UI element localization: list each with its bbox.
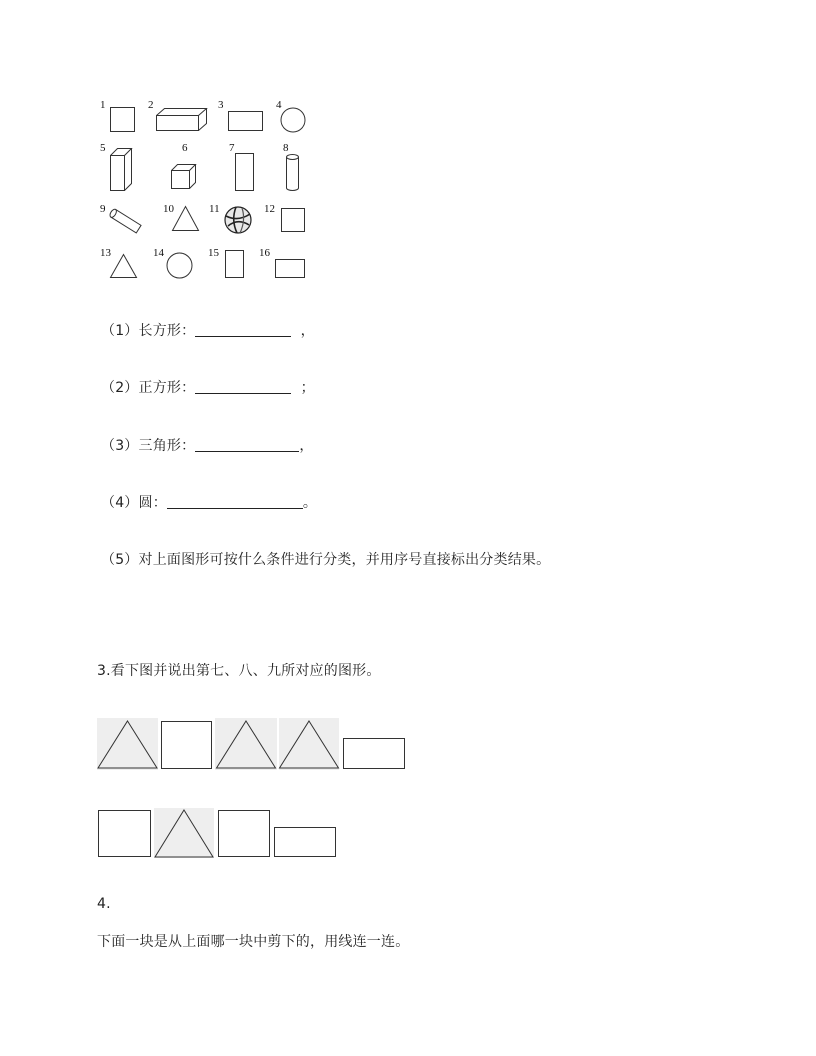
shape-label: 13 <box>100 247 111 259</box>
question-square <box>101 377 315 397</box>
question-rectangle <box>101 320 315 340</box>
question-triangle <box>101 435 314 455</box>
square-shape <box>110 107 136 133</box>
shape-label: 15 <box>208 247 219 259</box>
tall-prism-shape <box>110 148 134 192</box>
shape-label: 9 <box>100 203 106 215</box>
shape-label: 5 <box>100 142 106 154</box>
answer-blank[interactable] <box>195 437 299 452</box>
sequence-triangle <box>97 718 158 770</box>
pattern-sequence-row-1 <box>97 718 409 772</box>
shape-label: 1 <box>100 99 106 111</box>
shape-label: 6 <box>182 142 188 154</box>
cylinder-shape <box>286 154 300 192</box>
question-label: （1）长方形： <box>101 323 196 339</box>
tilted-cylinder-shape <box>110 208 144 232</box>
triangle-shape <box>172 206 200 232</box>
question-label: （4）圆： <box>101 495 167 511</box>
rectangle-shape <box>275 259 306 279</box>
shape-label: 11 <box>209 203 220 215</box>
question-label: （3）三角形： <box>101 438 196 454</box>
shape-label: 3 <box>218 99 224 111</box>
question-circle <box>101 492 317 512</box>
sequence-rectangle <box>344 739 405 769</box>
sequence-triangle <box>215 718 277 770</box>
question-3-title: 3.看下图并说出第七、八、九所对应的图形。 <box>97 663 381 679</box>
pattern-sequence-row-2 <box>97 808 341 860</box>
question-suffix: 。 <box>302 495 318 511</box>
rectangle-shape <box>228 111 264 132</box>
triangle-shape <box>110 254 138 279</box>
shape-label: 16 <box>259 247 270 259</box>
sequence-triangle <box>279 718 339 770</box>
shape-label: 12 <box>264 203 275 215</box>
tall-rectangle-shape <box>225 250 245 279</box>
question-label: （2）正方形： <box>101 380 196 396</box>
answer-blank[interactable] <box>195 379 291 394</box>
square-shape <box>281 208 306 233</box>
shape-label: 14 <box>153 247 164 259</box>
circle-shape <box>166 252 194 280</box>
tall-rectangle-shape <box>235 153 255 192</box>
sequence-square <box>219 811 270 857</box>
shape-label: 8 <box>283 142 289 154</box>
sequence-rectangle <box>275 828 336 857</box>
answer-blank[interactable] <box>195 322 291 337</box>
cuboid-shape <box>156 108 208 132</box>
shape-label: 10 <box>163 203 174 215</box>
question-suffix: ， <box>300 323 315 339</box>
question-suffix: ； <box>300 380 315 396</box>
question-4-number: 4. <box>97 896 111 912</box>
shape-label: 4 <box>276 99 282 111</box>
sequence-triangle <box>154 808 214 858</box>
answer-blank[interactable] <box>167 494 303 509</box>
shape-label: 2 <box>148 99 154 111</box>
sequence-square <box>162 722 212 769</box>
cube-shape <box>171 164 198 191</box>
sequence-square <box>99 811 151 857</box>
shape-label: 7 <box>229 142 235 154</box>
question-4-text: 下面一块是从上面哪一块中剪下的，用线连一连。 <box>97 934 410 950</box>
question-classify: （5）对上面图形可按什么条件进行分类，并用序号直接标出分类结果。 <box>101 552 551 568</box>
question-suffix: ， <box>299 438 314 454</box>
circle-shape <box>280 107 306 133</box>
ball-shape <box>224 206 252 234</box>
